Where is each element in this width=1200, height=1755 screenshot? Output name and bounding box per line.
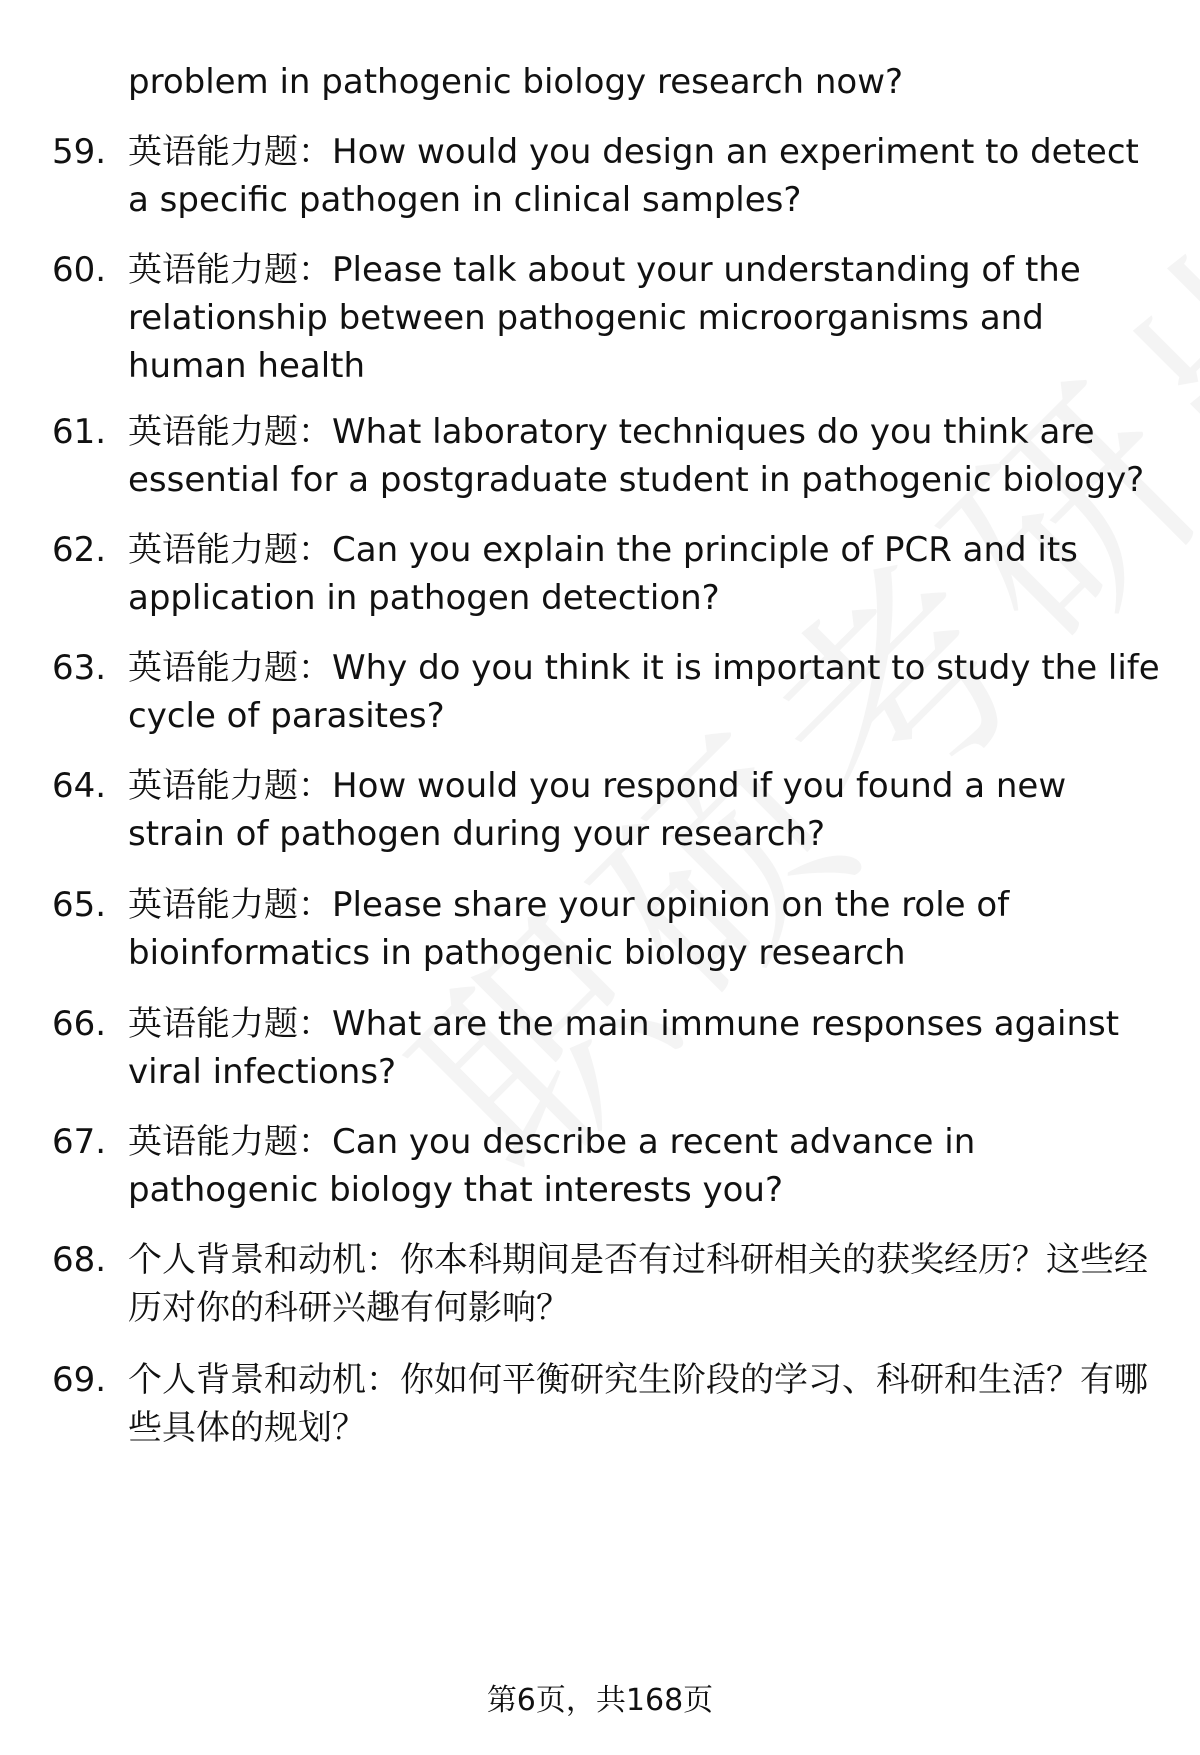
question-number: 62. xyxy=(52,530,107,570)
continued-question-text: problem in pathogenic biology research now? xyxy=(128,62,904,102)
question-item xyxy=(52,246,1162,390)
question-text: 英语能力题：Please share your opinion on the role of bioinformatics in pathogenic biology research xyxy=(128,885,1010,973)
question-number: 59. xyxy=(52,132,107,172)
question-item xyxy=(52,644,1162,740)
question-text: 个人背景和动机：你如何平衡研究生阶段的学习、科研和生活？有哪些具体的规划？ xyxy=(128,1360,1148,1448)
question-number: 68. xyxy=(52,1240,107,1280)
question-text: 个人背景和动机：你本科期间是否有过科研相关的获奖经历？这些经历对你的科研兴趣有何影响？ xyxy=(128,1240,1148,1328)
question-text: 英语能力题：What are the main immune responses against viral infections? xyxy=(128,1004,1120,1092)
question-number: 60. xyxy=(52,250,107,290)
question-number: 64. xyxy=(52,766,107,806)
question-item xyxy=(52,1118,1162,1214)
question-item xyxy=(52,1000,1162,1096)
question-item xyxy=(52,762,1162,858)
question-item xyxy=(52,128,1162,224)
question-text: 英语能力题：Please talk about your understanding of the relationship between pathogenic microorganisms and human health xyxy=(128,250,1081,386)
question-text: 英语能力题：Can you explain the principle of PCR and its application in pathogen detection? xyxy=(128,530,1078,618)
question-item xyxy=(52,1356,1162,1452)
question-number: 69. xyxy=(52,1360,107,1400)
question-text: 英语能力题：What laboratory techniques do you think are essential for a postgraduate student in pathogenic biology? xyxy=(128,412,1145,500)
question-item xyxy=(52,1236,1162,1332)
question-item xyxy=(52,526,1162,622)
question-item xyxy=(52,408,1162,504)
question-number: 67. xyxy=(52,1122,107,1162)
question-number: 65. xyxy=(52,885,107,925)
page-number-footer: 第6页，共168页 xyxy=(486,1683,714,1718)
question-text: 英语能力题：Why do you think it is important to study the life cycle of parasites? xyxy=(128,648,1160,736)
question-text: 英语能力题：Can you describe a recent advance in pathogenic biology that interests you? xyxy=(128,1122,976,1210)
question-number: 66. xyxy=(52,1004,107,1044)
question-text: 英语能力题：How would you respond if you found a new strain of pathogen during your research? xyxy=(128,766,1067,854)
question-number: 63. xyxy=(52,648,107,688)
question-item xyxy=(52,881,1162,977)
question-text: 英语能力题：How would you design an experiment to detect a specific pathogen in clinical samples? xyxy=(128,132,1139,220)
question-number: 61. xyxy=(52,412,107,452)
